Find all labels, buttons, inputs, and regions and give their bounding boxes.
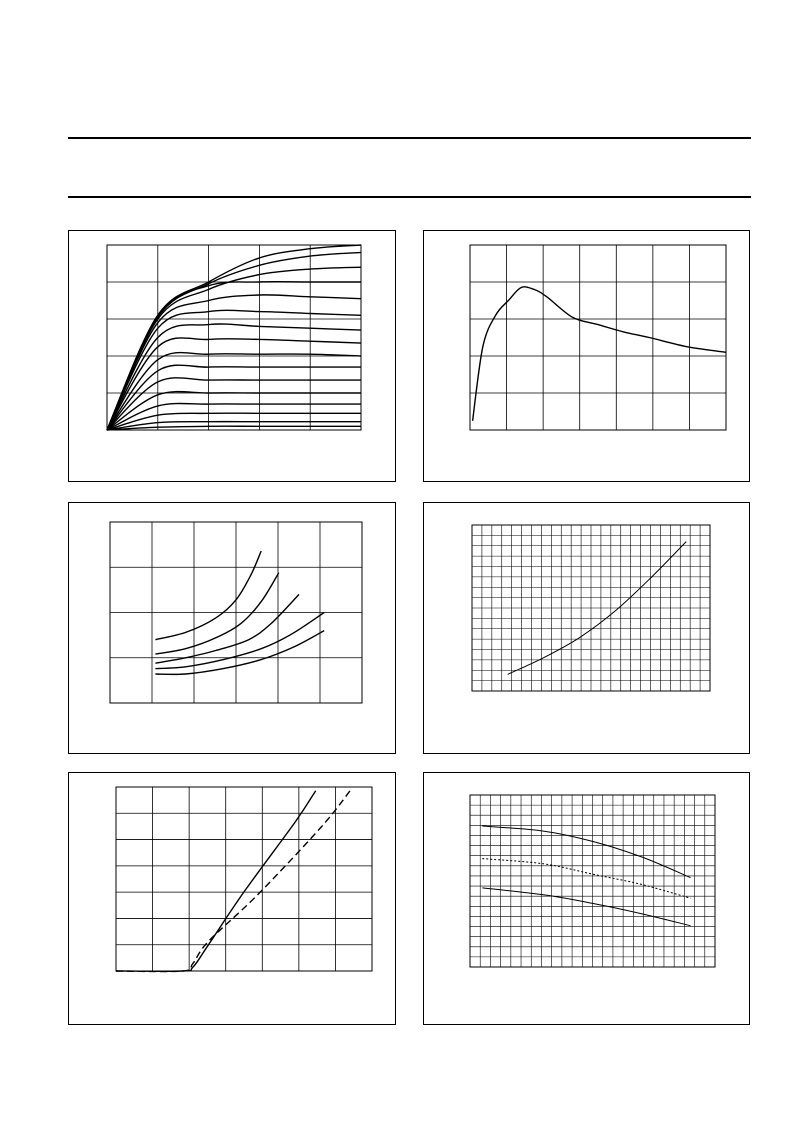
series-line-1: [473, 287, 726, 421]
chart-fig4: [424, 503, 751, 755]
plot-frame: [470, 245, 726, 430]
series-line-2: [155, 573, 278, 654]
series-line-2: [116, 789, 352, 972]
series-line-10: [107, 365, 361, 430]
chart-fig5: [69, 773, 397, 1026]
chart-fig2: [424, 231, 751, 483]
series-line-3: [482, 888, 690, 926]
chart-fig3: [69, 503, 397, 755]
series-line-4: [155, 613, 324, 669]
series-line-16: [107, 426, 361, 430]
chart-fig1: [69, 231, 397, 483]
series-line-1: [155, 551, 261, 640]
figure-panel-6: [423, 772, 750, 1025]
chart-fig6: [424, 773, 751, 1026]
top-rule: [68, 137, 751, 139]
figure-panel-4: [423, 502, 750, 754]
series-line-1: [482, 826, 690, 878]
plot-frame: [116, 787, 372, 971]
figure-panel-5: [68, 772, 396, 1025]
figure-panel-2: [423, 230, 750, 482]
series-line-8: [107, 338, 361, 430]
series-line-3: [155, 594, 299, 663]
series-line-1: [116, 791, 316, 972]
figure-panel-1: [68, 230, 396, 482]
bottom-rule: [68, 196, 751, 198]
figure-panel-3: [68, 502, 396, 754]
